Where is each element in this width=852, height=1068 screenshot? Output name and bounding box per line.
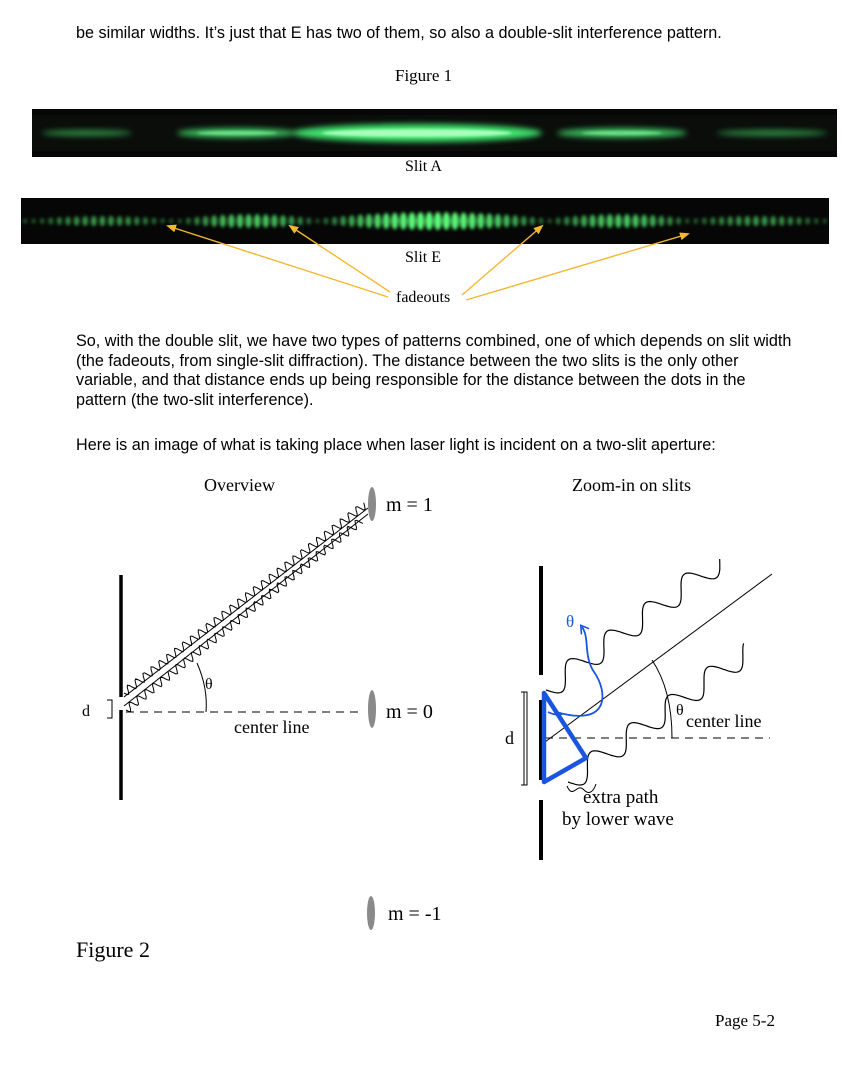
intro-paragraph: be similar widths. It’s just that E has two of them, so also a double-slit interference pattern. xyxy=(76,24,722,42)
m-plus-one-label: m = 1 xyxy=(386,494,433,516)
image-intro-paragraph: Here is an image of what is taking place when laser light is incident on a two-slit aperture: xyxy=(76,436,716,454)
zoom-theta-arc xyxy=(652,660,672,738)
overview-d-label: d xyxy=(82,703,90,720)
fadeouts-label: fadeouts xyxy=(396,289,451,306)
spot-m-plus-one xyxy=(368,487,376,521)
page-number: Page 5-2 xyxy=(715,1011,775,1030)
overview-center-line-label: center line xyxy=(234,717,310,737)
m-zero-label: m = 0 xyxy=(386,701,433,723)
overview-wave-lower xyxy=(126,520,363,711)
figure2-caption: Figure 2 xyxy=(76,937,150,962)
m-minus-one-label: m = -1 xyxy=(388,903,442,925)
zoom-d-label: d xyxy=(505,728,514,748)
zoom-d-bracket xyxy=(521,692,527,785)
extra-path-label-line1: extra path xyxy=(583,787,659,808)
spot-m-zero xyxy=(368,690,376,728)
overview-title: Overview xyxy=(204,475,275,495)
zoom-center-line-label: center line xyxy=(686,711,762,731)
zoom-theta-label: θ xyxy=(676,702,684,719)
overview-wave-upper xyxy=(124,503,365,695)
zoom-blue-theta-label: θ xyxy=(566,612,575,631)
extra-path-label-line2: by lower wave xyxy=(562,809,674,830)
figure1-title: Figure 1 xyxy=(395,66,453,85)
zoom-title: Zoom-in on slits xyxy=(572,475,692,495)
combined-patterns-paragraph: So, with the double slit, we have two types of patterns combined, one of which depends on slit width (the fadeouts, from single-slit diffraction). The distance between the two slits is the only other variable, and that distance ends up being responsible for the distance between the dots in the pattern (the two-slit interference). xyxy=(76,332,792,409)
spot-m-minus-one xyxy=(367,896,375,930)
slit-e-label: Slit E xyxy=(405,249,442,266)
slit-a-label: Slit A xyxy=(405,158,442,175)
zoom-theta-arrow xyxy=(556,627,602,716)
overview-theta-label: θ xyxy=(205,676,213,693)
overview-d-bracket xyxy=(107,700,112,718)
